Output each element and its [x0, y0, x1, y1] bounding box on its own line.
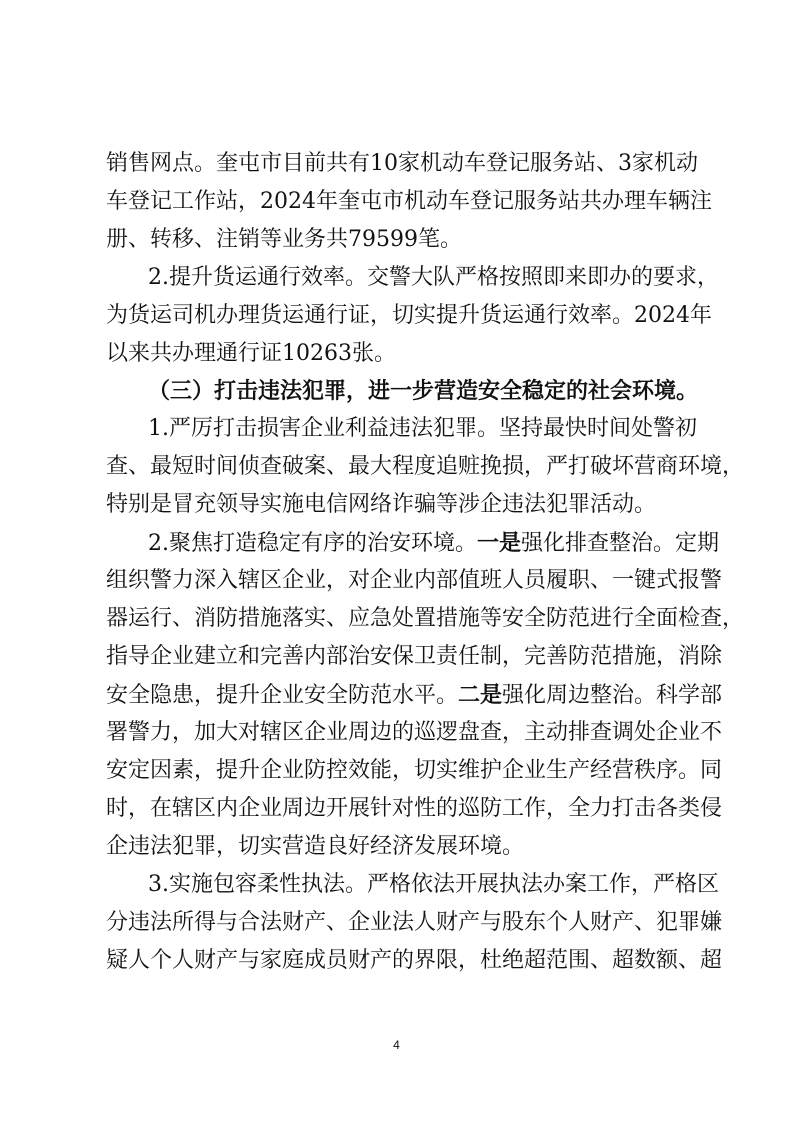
- line-text: 强化周边整治。科学部: [502, 683, 723, 708]
- paragraph-line: [106, 675, 723, 715]
- section-heading: （三）打击违法犯罪，进一步营造安全稳定的社会环境。: [148, 378, 699, 404]
- emphasis-text: 一是: [477, 530, 522, 556]
- paragraph-line: 组织警力深入辖区企业，对企业内部值班人员履职、一键式报警: [106, 568, 723, 593]
- paragraph-line: 特别是冒充领导实施电信网络诈骗等涉企违法犯罪活动。: [106, 492, 657, 517]
- paragraph-line: 企违法犯罪，切实营造良好经济发展环境。: [106, 834, 525, 859]
- emphasis-text: 二是: [458, 682, 503, 708]
- paragraph-line: 2.提升货运通行效率。交警大队严格按照即来即办的要求，: [148, 265, 719, 290]
- paragraph-line: 3.实施包容柔性执法。严格依法开展执法办案工作，严格区: [148, 872, 719, 897]
- paragraph-line: 车登记工作站，2024年奎屯市机动车登记服务站共办理车辆注: [106, 189, 712, 214]
- paragraph-line: [148, 523, 720, 563]
- paragraph-line: 销售网点。奎屯市目前共有10家机动车登记服务站、3家机动: [106, 151, 698, 176]
- paragraph-line: 查、最短时间侦查破案、最大程度追赃挽损，严打破坏营商环境，: [106, 454, 745, 479]
- line-text: 2.聚焦打造稳定有序的治安环境。: [148, 531, 477, 556]
- page-number: 4: [393, 1038, 400, 1052]
- paragraph-line: 1.严厉打击损害企业利益违法犯罪。坚持最快时间处警初: [148, 416, 697, 441]
- line-text: 安全隐患，提升企业安全防范水平。: [106, 683, 459, 708]
- paragraph-line: 指导企业建立和完善内部治安保卫责任制，完善防范措施，消除: [106, 644, 723, 669]
- paragraph-line: 安定因素，提升企业防控效能，切实维护企业生产经营秩序。同: [106, 758, 723, 783]
- paragraph-line: 署警力，加大对辖区企业周边的巡逻盘查，主动排查调处企业不: [106, 720, 723, 745]
- paragraph-line: 分违法所得与合法财产、企业法人财产与股东个人财产、犯罪嫌: [106, 910, 723, 935]
- paragraph-line: 器运行、消防措施落实、应急处置措施等安全防范进行全面检查，: [106, 606, 745, 631]
- line-text: 强化排查整治。定期: [521, 531, 720, 556]
- paragraph-line: 为货运司机办理货运通行证，切实提升货运通行效率。2024年: [106, 303, 712, 328]
- paragraph-line: 册、转移、注销等业务共79599笔。: [106, 227, 462, 252]
- paragraph-line: 以来共办理通行证10263张。: [106, 341, 396, 366]
- paragraph-line: 疑人个人财产与家庭成员财产的界限，杜绝超范围、超数额、超: [106, 948, 723, 973]
- paragraph-line: 时，在辖区内企业周边开展针对性的巡防工作，全力打击各类侵: [106, 796, 723, 821]
